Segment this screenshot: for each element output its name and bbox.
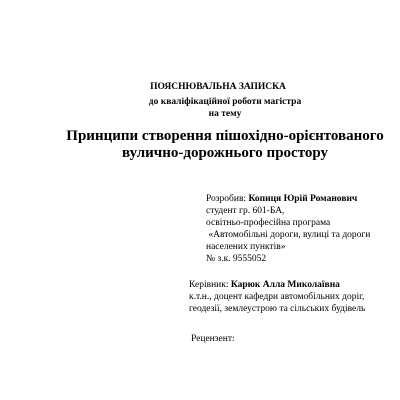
reviewer-role-label: Рецензент: [191, 334, 235, 344]
topic-label: на тему [208, 109, 242, 119]
author-role-label: Розробив: [206, 194, 247, 204]
author-program-name-2: населених пунктів» [206, 242, 286, 252]
supervisor-role-label: Керівник: [189, 280, 229, 290]
supervisor-position-1: к.т.н., доцент кафедри автомобільних доріг, [189, 292, 365, 302]
author-record-book-number: № з.к. 9555052 [206, 254, 267, 264]
supervisor-block [189, 279, 365, 315]
document-type-heading: ПОЯСНЮВАЛЬНА ЗАПИСКА [150, 82, 286, 92]
reviewer-block [191, 333, 235, 345]
author-program-label: освітньо-професійна програма [206, 218, 331, 228]
supervisor-name: Карюк Алла Миколаївна [230, 280, 340, 290]
qualification-subheading: до кваліфікаційної роботи магістра [148, 97, 302, 107]
thesis-title-line-1: Принципи створення пішохідно-орієнтованого [66, 128, 384, 144]
author-block [206, 193, 370, 265]
author-name: Копиця Юрій Романович [248, 194, 358, 204]
author-group: студент гр. 601-БА, [206, 206, 285, 216]
supervisor-heading-line [189, 279, 365, 291]
author-program-name-1: «Автомобільні дороги, вулиці та дороги [206, 230, 371, 240]
author-heading-line [206, 193, 370, 205]
thesis-title-line-2: вулично-дорожнього простору [121, 145, 329, 161]
supervisor-position-2: геодезії, землеустрою та сільських будівель [189, 304, 366, 314]
